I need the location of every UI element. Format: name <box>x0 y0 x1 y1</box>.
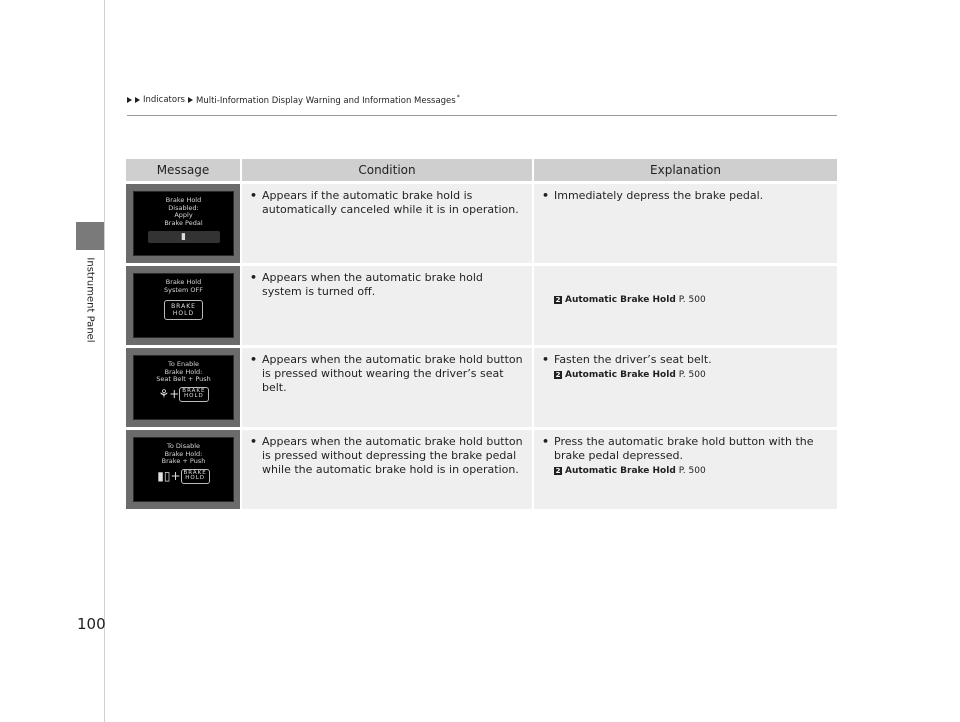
screen-text-line: Brake + Push <box>161 457 206 465</box>
badge-text: HOLD <box>185 475 206 481</box>
triangle-right-icon <box>188 97 193 103</box>
brake-hold-badge <box>179 387 208 402</box>
reference-link[interactable] <box>554 293 829 307</box>
explanation-text: Immediately depress the brake pedal. <box>554 189 764 202</box>
reference-label: Automatic Brake Hold <box>565 295 676 305</box>
breadcrumb-item-messages[interactable]: Multi-Information Display Warning and Information Messages* <box>196 94 460 106</box>
reference-arrow-icon: 2 <box>555 467 561 475</box>
display-screen-enable-brake-hold <box>133 355 234 420</box>
screen-text-line: Disabled: <box>168 203 199 212</box>
reference-label: Automatic Brake Hold <box>565 466 676 476</box>
condition-cell: • Appears when the automatic brake hold system is turned off. <box>242 266 534 345</box>
breadcrumb-item-indicators[interactable]: Indicators <box>143 94 185 105</box>
message-image-cell <box>126 430 242 509</box>
explanation-cell <box>534 266 837 345</box>
header-condition: Condition <box>242 159 534 181</box>
condition-text: Appears when the automatic brake hold button is pressed without depressing the brake pedal while the automatic brake hold is in operation. <box>262 435 523 476</box>
message-image-cell <box>126 348 242 427</box>
message-image-cell <box>126 266 242 345</box>
condition-text: Appears when the automatic brake hold button is pressed without wearing the driver’s seat belt. <box>262 353 523 394</box>
condition-cell: • Appears if the automatic brake hold is automatically canceled while it is in operation. <box>242 184 534 263</box>
reference-arrow-icon: 2 <box>555 371 561 379</box>
reference-page: P. 500 <box>678 370 706 380</box>
display-screen-disable-brake-hold <box>133 437 234 502</box>
page-number: 100 <box>77 615 106 633</box>
message-image-cell <box>126 184 242 263</box>
screen-text-line: Brake Hold: <box>164 367 203 376</box>
reference-arrow-icon: 2 <box>555 296 561 304</box>
table-row <box>126 348 837 427</box>
header-message: Message <box>126 159 242 181</box>
brake-pedal-icon: ▮ <box>148 231 220 243</box>
badge-text: HOLD <box>172 310 195 317</box>
brake-hold-badge <box>181 469 210 484</box>
explanation-cell: • Immediately depress the brake pedal. <box>534 184 837 263</box>
screen-text-line: Brake Hold: <box>164 449 203 458</box>
seat-belt-plus-button-icons: ⚘+ BRAKE HOLD <box>134 387 233 402</box>
badge-text: HOLD <box>184 393 204 399</box>
reference-page: P. 500 <box>678 466 706 476</box>
reference-link[interactable] <box>554 368 829 382</box>
asterisk-mark: * <box>456 94 460 101</box>
header-rule <box>127 115 837 116</box>
screen-text-line: Apply <box>174 211 193 219</box>
screen-text-line: To Enable <box>167 360 200 368</box>
condition-cell: • Appears when the automatic brake hold button is pressed without wearing the driver’s seat belt. <box>242 348 534 427</box>
display-screen-brake-hold-off <box>133 273 234 338</box>
reference-page: P. 500 <box>678 295 706 305</box>
table-row <box>126 266 837 345</box>
triangle-right-icon <box>135 97 140 103</box>
messages-table <box>126 156 837 512</box>
table-row <box>126 184 837 263</box>
reference-link[interactable] <box>554 464 829 478</box>
condition-text: Appears when the automatic brake hold system is turned off. <box>262 271 483 298</box>
brake-pedal-icon: ▮▯ <box>157 468 171 483</box>
seat-belt-icon: ⚘ <box>158 386 170 401</box>
table-row <box>126 430 837 509</box>
section-tab-marker <box>76 222 104 250</box>
explanation-text: Fasten the driver’s seat belt. <box>554 353 712 366</box>
condition-text: Appears if the automatic brake hold is automatically canceled while it is in operation. <box>262 189 519 216</box>
screen-text-line: To Disable <box>166 442 201 450</box>
brake-hold-badge <box>164 300 203 320</box>
screen-text-line: Seat Belt + Push <box>156 375 211 383</box>
section-label: Instrument Panel <box>84 257 96 343</box>
pedal-plus-button-icons: ▮▯+ BRAKE HOLD <box>134 469 233 484</box>
badge-text: BRAKE <box>183 469 207 476</box>
triangle-right-icon <box>127 97 132 103</box>
badge-text: BRAKE <box>182 387 206 394</box>
badge-text: BRAKE <box>171 303 196 310</box>
breadcrumb <box>127 94 460 106</box>
header-explanation: Explanation <box>534 159 837 181</box>
explanation-cell: • Press the automatic brake hold button with the brake pedal depressed. 2 Automatic Brake Hold P. 500 <box>534 430 837 509</box>
table-header-row <box>126 159 837 181</box>
sidebar-divider <box>104 0 105 722</box>
screen-text-line: Brake Hold <box>165 196 202 204</box>
explanation-text: Press the automatic brake hold button with the brake pedal depressed. <box>554 435 814 462</box>
display-screen-brake-hold-disabled <box>133 191 234 256</box>
explanation-cell: • Fasten the driver’s seat belt. 2 Automatic Brake Hold P. 500 <box>534 348 837 427</box>
screen-text-line: System OFF <box>164 285 203 294</box>
reference-label: Automatic Brake Hold <box>565 370 676 380</box>
screen-text-line: Brake Pedal <box>164 218 203 227</box>
condition-cell: • Appears when the automatic brake hold button is pressed without depressing the brake pedal while the automatic brake hold is in operation. <box>242 430 534 509</box>
screen-text-line: Brake Hold <box>165 278 202 286</box>
